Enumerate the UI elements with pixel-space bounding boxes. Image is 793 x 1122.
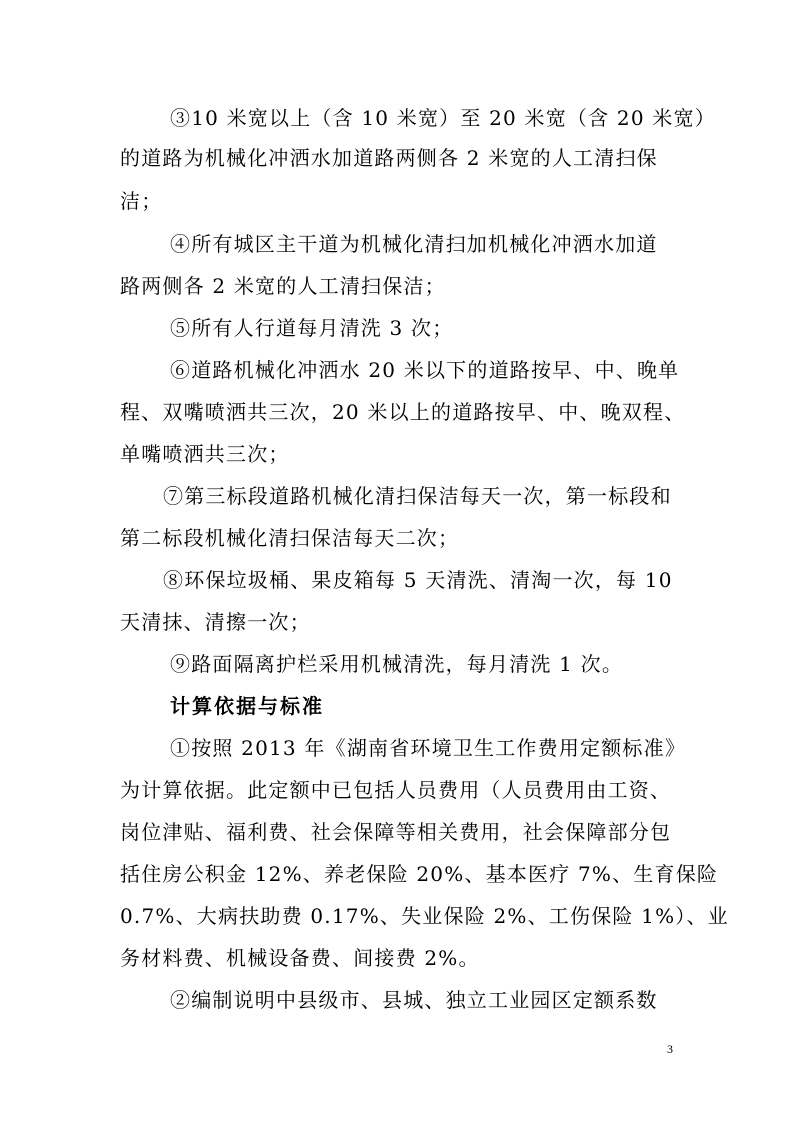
item-6-line-1: ⑥道路机械化冲洒水 20 米以下的道路按早、中、晚单 bbox=[170, 358, 680, 382]
item-4-line-1: ④所有城区主干道为机械化清扫加机械化冲洒水加道 bbox=[170, 232, 658, 256]
item-3-line-2: 的道路为机械化冲洒水加道路两侧各 2 米宽的人工清扫保 bbox=[120, 146, 658, 170]
item-9-line-1: ⑨路面隔离护栏采用机械清洗，每月清洗 1 次。 bbox=[170, 652, 624, 676]
item-5-line-1: ⑤所有人行道每月清洗 3 次； bbox=[170, 316, 454, 340]
item-3-line-1: ③10 米宽以上（含 10 米宽）至 20 米宽（含 20 米宽） bbox=[170, 106, 716, 130]
item-7-line-1: ⑦第三标段道路机械化清扫保洁每天一次，第一标段和 bbox=[163, 484, 672, 508]
basis-1-line-2: 为计算依据。此定额中已包括人员费用（人员费用由工资、 bbox=[120, 778, 672, 802]
basis-1-line-6: 务材料费、机械设备费、间接费 2%。 bbox=[120, 946, 480, 970]
item-8-line-1: ⑧环保垃圾桶、果皮箱每 5 天清洗、清淘一次，每 10 bbox=[163, 568, 673, 592]
item-4-line-2: 路两侧各 2 米宽的人工清扫保洁； bbox=[120, 274, 446, 298]
basis-1-line-5: 0.7%、大病扶助费 0.17%、失业保险 2%、工伤保险 1%）、业 bbox=[120, 904, 729, 928]
item-6-line-3: 单嘴喷洒共三次； bbox=[120, 442, 290, 466]
basis-1-line-3: 岗位津贴、福利费、社会保障等相关费用，社会保障部分包 bbox=[120, 820, 672, 844]
item-3-line-3: 洁； bbox=[120, 189, 163, 213]
section-heading: 计算依据与标准 bbox=[170, 694, 324, 718]
item-6-line-2: 程、双嘴喷洒共三次，20 米以上的道路按早、中、晚双程、 bbox=[120, 400, 686, 424]
item-8-line-2: 天清抹、清擦一次； bbox=[120, 610, 311, 634]
page-number: 3 bbox=[667, 1042, 673, 1056]
item-7-line-2: 第二标段机械化清扫保洁每天二次； bbox=[120, 526, 460, 550]
basis-2-line-1: ②编制说明中县级市、县城、独立工业园区定额系数 bbox=[170, 988, 658, 1012]
basis-1-line-4: 括住房公积金 12%、养老保险 20%、基本医疗 7%、生育保险 bbox=[120, 862, 719, 886]
basis-1-line-1: ①按照 2013 年《湖南省环境卫生工作费用定额标准》 bbox=[170, 736, 687, 760]
